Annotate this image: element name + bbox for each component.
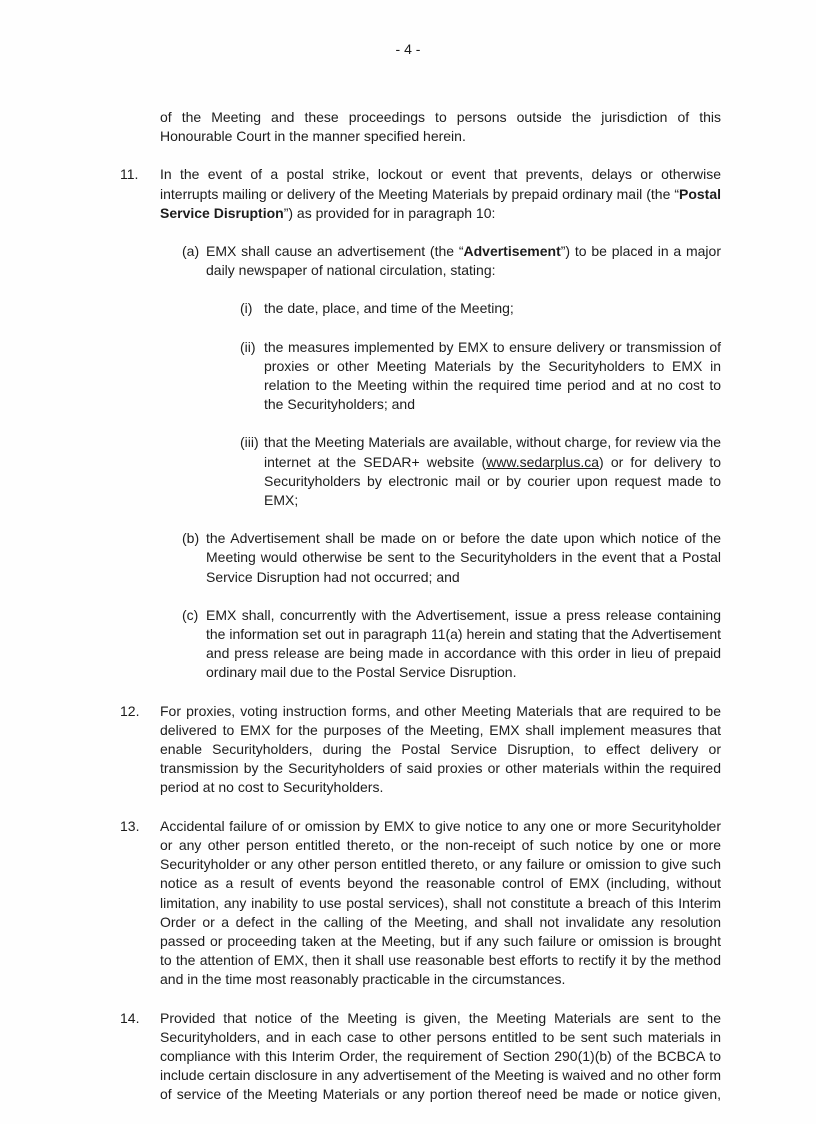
paragraph-13: [120, 817, 721, 990]
defined-term: Advertisement: [463, 243, 561, 260]
text: EMX shall, concurrently with the Advertisement, issue a press release containing the information set out in paragraph 11(a) herein and stating that the Advertisement and press release are being made in accordance with this order in lieu of prepaid ordinary mail due to the Postal Service Disruption.: [206, 606, 721, 681]
item-iii: [120, 433, 721, 510]
item-label: (b): [182, 530, 200, 547]
item-ii: [120, 338, 721, 415]
paragraph-14: [120, 1009, 721, 1105]
text: Accidental failure of or omission by EMX to give notice to any one or more Securityholder or any other person entitled thereto, or the non-receipt of such notice by one or more Securityholder or any other person entitled thereto, or any failure or omission to give such notice as a result of events beyond the reasonable control of EMX (including, without limitation, any inability to use postal services), shall not constitute a breach of this Interim Order or a defect in the calling of the Meeting, and shall not invalidate any resolution passed or proceeding taken at the Meeting, but if any such failure or omission is brought to the attention of EMX, then it shall use reasonable best efforts to rectify it by the method and in the time most reasonably practicable in the circumstances.: [160, 817, 721, 988]
item-label: (a): [182, 243, 200, 260]
text: Provided that notice of the Meeting is given, the Meeting Materials are sent to the Securityholders, and in each case to other persons entitled to be sent such materials in compliance with this Interim Order, the requirement of Section 290(1)(b) of the BCBCA to include certain disclosure in any advertisement of the Meeting is waived and no other form of service of the Meeting Materials or any portion thereof need be made or notice given,: [160, 1009, 721, 1103]
text: that the Meeting Materials are available, without charge, for review via the internet at the SEDAR+ website (: [264, 434, 721, 470]
page-number: - 4 -: [395, 41, 421, 57]
text: For proxies, voting instruction forms, and other Meeting Materials that are required to be delivered to EMX for the purposes of the Meeting, EMX shall implement measures that enable Securityholders, during the Postal Service Disruption, to effect delivery or transmission by the Securityholders of said proxies or other materials within the required period at no cost to Securityholders.: [160, 702, 721, 796]
text: ”) as provided for in paragraph 10:: [283, 204, 496, 221]
item-a: [120, 242, 721, 280]
paragraph-number: 13.: [120, 817, 140, 834]
paragraph-number: 11.: [120, 166, 139, 183]
text: the date, place, and time of the Meeting;: [264, 300, 514, 317]
text: ”) to be placed in a major daily newspaper of national circulation, stating:: [206, 243, 721, 279]
item-label: (iii): [240, 434, 259, 451]
paragraph-12: [120, 702, 721, 798]
item-label: (ii): [240, 338, 256, 355]
defined-term: Postal Service Disruption: [160, 185, 721, 221]
item-b: [120, 529, 721, 587]
item-c: [120, 606, 721, 683]
text: the measures implemented by EMX to ensure delivery or transmission of proxies or other Meeting Materials by the Securityholders to EMX in relation to the Meeting within the required time period and at no cost to the Securityholders; and: [264, 338, 721, 413]
text: the Advertisement shall be made on or before the date upon which notice of the Meeting would otherwise be sent to the Securityholders in the event that a Postal Service Disruption had not occurred; and: [206, 530, 721, 585]
item-label: (i): [240, 300, 253, 317]
item-i: [120, 299, 721, 318]
paragraph-11: [120, 165, 721, 223]
paragraph-number: 12.: [120, 702, 140, 719]
sedar-link[interactable]: www.sedarplus.ca: [486, 453, 599, 470]
item-label: (c): [182, 606, 199, 623]
intro-paragraph: of the Meeting and these proceedings to persons outside the jurisdiction of this Honourable Court in the manner specified herein.: [160, 109, 721, 145]
paragraph-number: 14.: [120, 1009, 140, 1026]
text: EMX shall cause an advertisement (the “: [206, 243, 464, 260]
text: ) or for delivery to Securityholders by electronic mail or by courier upon request made to EMX;: [264, 453, 721, 509]
text: In the event of a postal strike, lockout or event that prevents, delays or otherwise interrupts mailing or delivery of the Meeting Materials by prepaid ordinary mail (the “: [160, 166, 721, 202]
